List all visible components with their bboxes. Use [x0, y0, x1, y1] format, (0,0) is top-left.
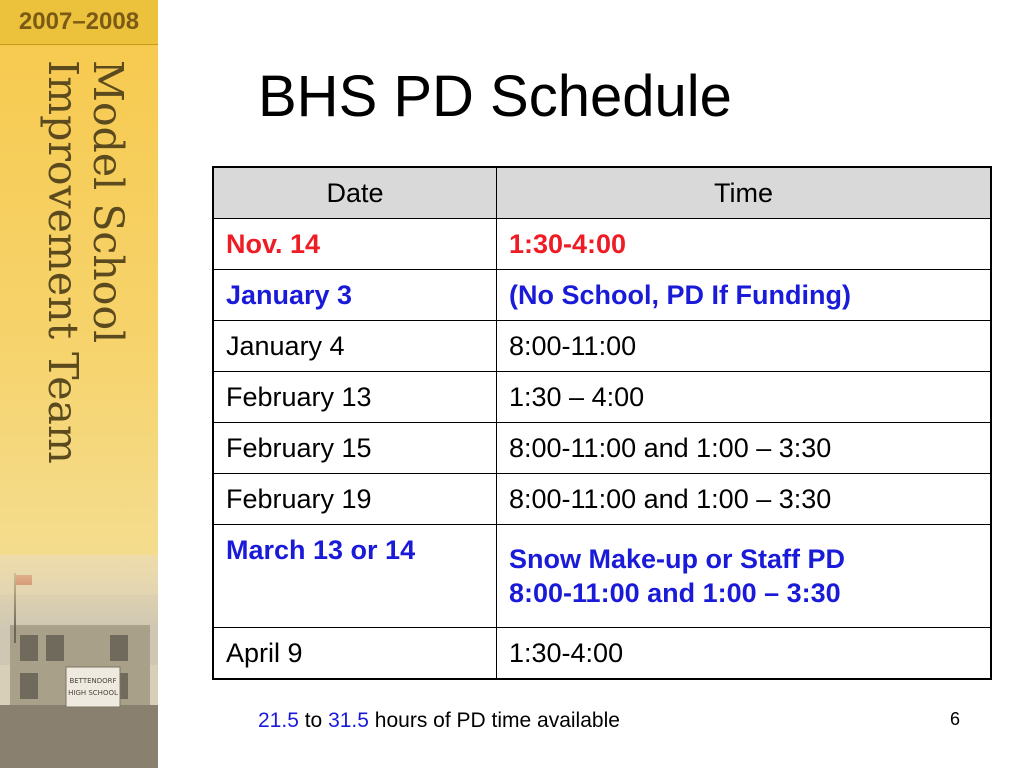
row-date: Nov. 14 — [213, 219, 497, 270]
row-date: February 15 — [213, 423, 497, 474]
slide-number: 6 — [950, 709, 961, 729]
row-time: 1:30-4:00 — [497, 628, 992, 680]
table-row — [213, 372, 991, 423]
row-date: March 13 or 14 — [213, 525, 497, 628]
row-time: 8:00-11:00 and 1:00 – 3:30 — [497, 423, 992, 474]
sidebar-title-line-2: Improvement Team — [39, 60, 87, 464]
page-title: BHS PD Schedule — [258, 64, 732, 129]
row-time: 1:30-4:00 — [497, 219, 992, 270]
year-label: 2007–2008 — [0, 0, 158, 45]
to-word: to — [304, 709, 323, 732]
row-date: January 3 — [213, 270, 497, 321]
sidebar-banner — [0, 0, 158, 768]
table-header-row — [213, 167, 991, 219]
footer-note — [258, 709, 620, 733]
max-hours: 31.5 — [328, 709, 369, 732]
sidebar-title-line-1: Model School — [84, 60, 132, 344]
table-row — [213, 525, 991, 628]
row-time: 1:30 – 4:00 — [497, 372, 992, 423]
row-time-line-1: Snow Make-up or Staff PD — [509, 544, 846, 574]
row-date: April 9 — [213, 628, 497, 680]
header-date: Date — [213, 167, 497, 219]
footer-suffix: hours of PD time available — [374, 709, 620, 732]
row-time — [497, 525, 992, 628]
header-time: Time — [497, 167, 992, 219]
min-hours: 21.5 — [258, 709, 299, 732]
table-row — [213, 270, 991, 321]
row-date: February 13 — [213, 372, 497, 423]
table-row — [213, 423, 991, 474]
sidebar-title — [34, 60, 130, 515]
row-time: 8:00-11:00 — [497, 321, 992, 372]
school-photo — [0, 555, 158, 768]
table-row — [213, 219, 991, 270]
row-time: 8:00-11:00 and 1:00 – 3:30 — [497, 474, 992, 525]
table-row — [213, 628, 991, 680]
row-time-line-2: 8:00-11:00 and 1:00 – 3:30 — [509, 578, 841, 608]
row-date: January 4 — [213, 321, 497, 372]
table-row — [213, 321, 991, 372]
row-time: (No School, PD If Funding) — [497, 270, 992, 321]
schedule-table — [212, 166, 992, 680]
table-row — [213, 474, 991, 525]
row-date: February 19 — [213, 474, 497, 525]
